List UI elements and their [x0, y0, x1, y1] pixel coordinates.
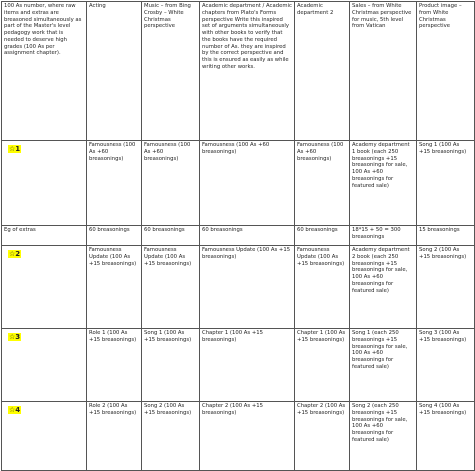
table-cell: Song 1 (100 As +15 breasonings) — [142, 329, 200, 402]
star-icon: ☆ — [9, 333, 16, 341]
breasonings-table — [1, 1, 475, 471]
table-cell: Role 1 (100 As +15 breasonings) — [87, 329, 142, 402]
row-label-cell — [2, 402, 87, 471]
table-cell: Song 4 (100 As +15 breasonings) — [417, 402, 475, 471]
table-cell: 18*15 + 50 = 300 breasonings — [350, 226, 417, 246]
table-cell: Academy department 1 book (each 250 breasonings +15 breasonings for sale, 100 As +60 breasonings for featured sale) — [350, 141, 417, 226]
table-cell: Chapter 2 (100 As +15 breasonings) — [200, 402, 295, 471]
row-label-cell: Eg of extras — [2, 226, 87, 246]
table-row — [2, 226, 475, 246]
table-row — [2, 329, 475, 402]
table-cell: Song 1 (each 250 breasonings +15 breasonings for sale, 100 As +60 breasonings for featured sale) — [350, 329, 417, 402]
table-cell: Famousness (100 As +60 breasonings) — [295, 141, 350, 226]
table-cell: Famousness Update (100 As +15 breasonings) — [200, 246, 295, 329]
table-cell: Famousness (100 As +60 breasonings) — [142, 141, 200, 226]
star-icon: ☆ — [9, 406, 16, 414]
header-cell: Product image – from White Christmas perspective — [417, 2, 475, 141]
row-label-cell — [2, 329, 87, 402]
table-cell: Chapter 1 (100 As +15 breasonings) — [295, 329, 350, 402]
table-cell: Famousness (100 As +60 breasonings) — [200, 141, 295, 226]
row-label: 2 — [15, 250, 21, 258]
header-cell: Acting — [87, 2, 142, 141]
table-cell: Song 2 (100 As +15 breasonings) — [142, 402, 200, 471]
header-row — [2, 2, 475, 141]
star-icon: ☆ — [9, 250, 16, 258]
table-cell: 60 breasonings — [295, 226, 350, 246]
table-cell: Academy department 2 book (each 250 breasonings +15 breasonings for sale, 100 As +60 breasonings for featured sale) — [350, 246, 417, 329]
row-label: 4 — [15, 406, 21, 414]
header-cell: Sales – from White Christmas perspective for music, 5th level from Vatican — [350, 2, 417, 141]
table-cell: 60 breasonings — [200, 226, 295, 246]
row-label: 3 — [15, 333, 21, 341]
table-cell: Famousness Update (100 As +15 breasonings) — [142, 246, 200, 329]
table-cell: 60 breasonings — [87, 226, 142, 246]
table-cell: 15 breasonings — [417, 226, 475, 246]
row-label-cell — [2, 246, 87, 329]
table-cell: Chapter 1 (100 As +15 breasonings) — [200, 329, 295, 402]
table-cell: Song 2 (each 250 breasonings +15 breasonings for sale, 100 As +60 breasonings for featured sale) — [350, 402, 417, 471]
table-cell: Famousness (100 As +60 breasonings) — [87, 141, 142, 226]
table-cell: Song 3 (100 As +15 breasonings) — [417, 329, 475, 402]
table-cell: Famousness Update (100 As +15 breasonings) — [87, 246, 142, 329]
star-icon: ☆ — [9, 145, 16, 153]
table-cell: Role 2 (100 As +15 breasonings) — [87, 402, 142, 471]
table-cell: 60 breasonings — [142, 226, 200, 246]
table-row — [2, 141, 475, 226]
table-row — [2, 402, 475, 471]
row-label: 1 — [15, 145, 21, 153]
table-cell: Song 1 (100 As +15 breasonings) — [417, 141, 475, 226]
table-cell: Famousness Update (100 As +15 breasonings) — [295, 246, 350, 329]
table-row — [2, 246, 475, 329]
table-cell: Song 2 (100 As +15 breasonings) — [417, 246, 475, 329]
header-cell: Music – from Bing Crosby – White Christmas perspective — [142, 2, 200, 141]
header-cell: Academic department 2 — [295, 2, 350, 141]
table-cell: Chapter 2 (100 As +15 breasonings) — [295, 402, 350, 471]
header-cell: 100 As number, where raw items and extras are breasoned simultaneously as part of the Master's level pedagogy work that is needed to deserve high grades (100 As per assignment chapter). — [2, 2, 87, 141]
row-label-cell — [2, 141, 87, 226]
header-cell: Academic department / Academic chapters from Plato's Forms perspective Write this inspired set of arguments simultaneously with other books to verify that the books have the required number of As. they are inspired by the correct perspective and this is ensured as easily as while writing other works. — [200, 2, 295, 141]
